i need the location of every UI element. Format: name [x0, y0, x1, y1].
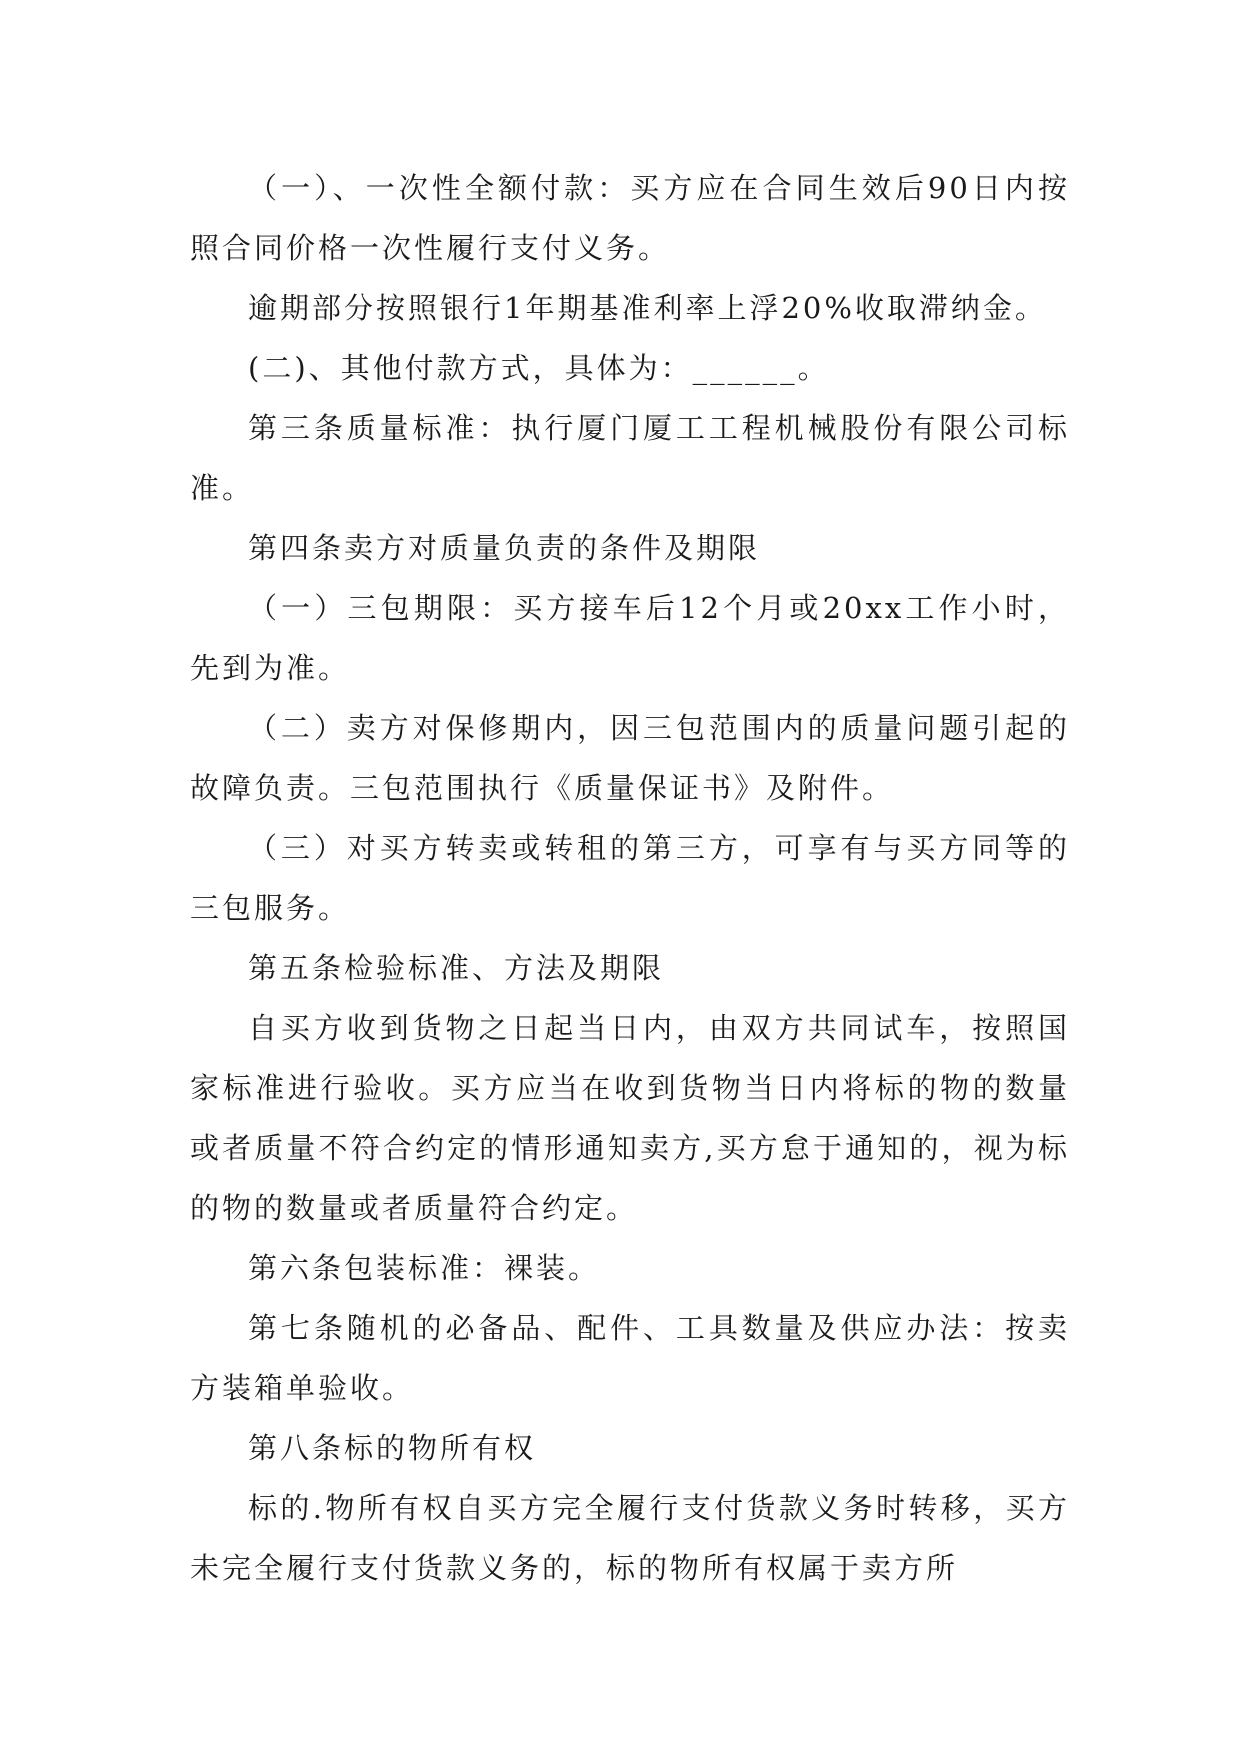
paragraph-other-payment: (二)、其他付款方式，具体为：______。 [248, 351, 830, 385]
paragraph-article-6-packaging: 第六条包装标准：裸装。 [248, 1251, 601, 1285]
paragraph-warranty-scope: （二）卖方对保修期内，因三包范围内的质量问题引起的故障负责。三包范围执行《质量保证书》及附件。 [190, 711, 1070, 805]
heading-article-5: 第五条检验标准、方法及期限 [248, 951, 665, 985]
paragraph-lump-sum-payment: （一）、一次性全额付款：买方应在合同生效后90日内按照合同价格一次性履行支付义务。 [190, 171, 1070, 265]
heading-article-8: 第八条标的物所有权 [248, 1431, 537, 1465]
paragraph-inspection: 自买方收到货物之日起当日内，由双方共同试车，按照国家标准进行验收。买方应当在收到货物当日内将标的物的数量或者质量不符合约定的情形通知卖方,买方怠于通知的，视为标的物的数量或者质量符合约定。 [190, 1011, 1070, 1225]
document-body [190, 158, 1070, 1598]
paragraph-third-party-warranty: （三）对买方转卖或转租的第三方，可享有与买方同等的三包服务。 [190, 831, 1070, 925]
paragraph-warranty-period: （一）三包期限：买方接车后12个月或20xx工作小时，先到为准。 [190, 591, 1070, 685]
paragraph-ownership-transfer: 标的.物所有权自买方完全履行支付货款义务时转移，买方未完全履行支付货款义务的，标的物所有权属于卖方所 [190, 1491, 1070, 1585]
paragraph-article-7-accessories: 第七条随机的必备品、配件、工具数量及供应办法：按卖方装箱单验收。 [190, 1311, 1070, 1405]
paragraph-article-3-quality-standard: 第三条质量标准：执行厦门厦工工程机械股份有限公司标准。 [190, 411, 1070, 505]
heading-article-4: 第四条卖方对质量负责的条件及期限 [248, 531, 761, 565]
paragraph-late-fee: 逾期部分按照银行1年期基准利率上浮20%收取滞纳金。 [248, 291, 1047, 325]
